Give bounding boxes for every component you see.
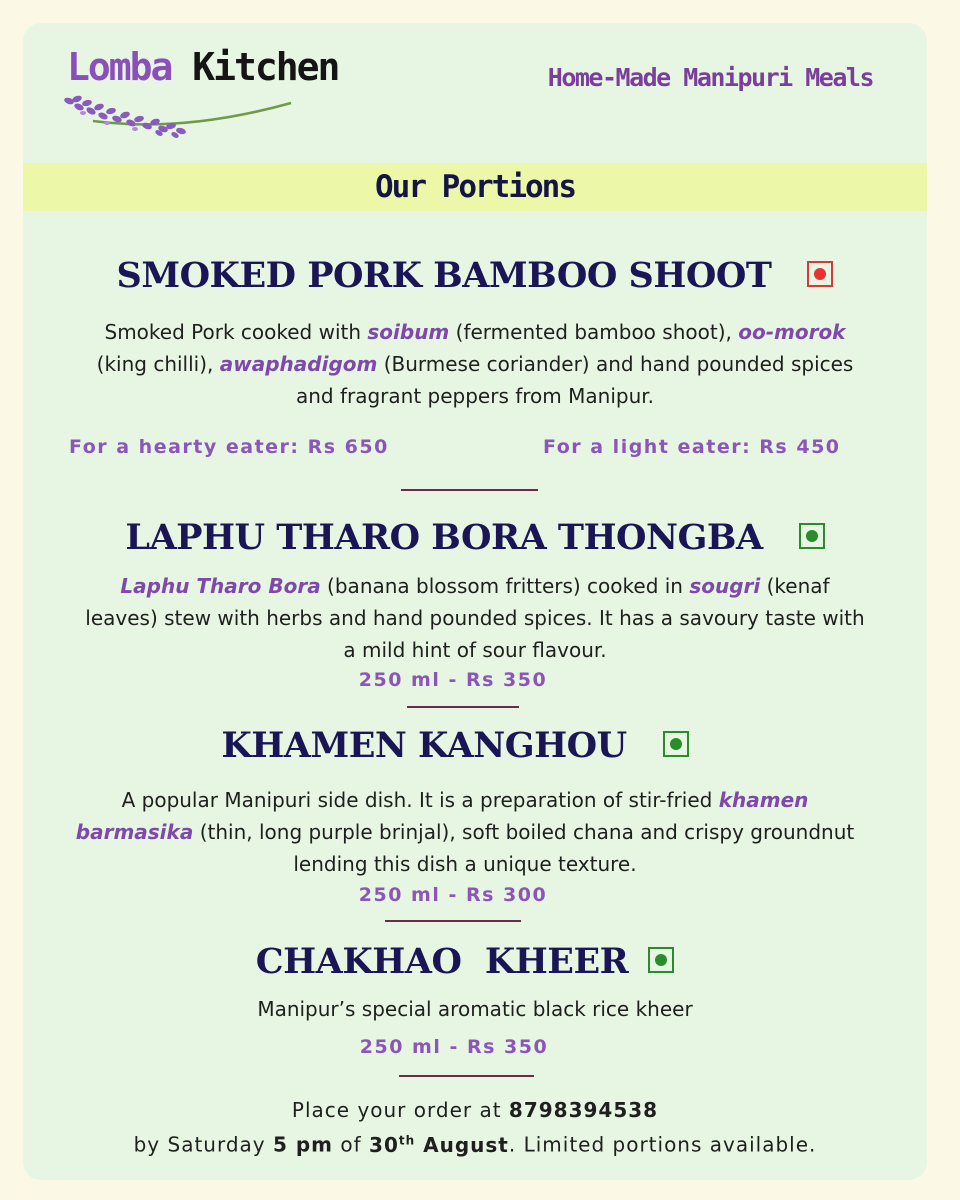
desc-text: A popular Manipuri side dish. It is a preparation of stir-fried (121, 788, 719, 812)
dish-description-chakhao-kheer (85, 993, 865, 1025)
desc-ingredient: khamen barmasika (75, 788, 809, 844)
desc-text: (king chilli), (96, 352, 220, 376)
dish-title-smoked-pork (23, 255, 927, 296)
desc-ingredient: sougri (689, 574, 761, 598)
order-line-1 (23, 1095, 927, 1125)
desc-text: (fermented bamboo shoot), (449, 320, 739, 344)
phone-number[interactable]: 8798394538 (508, 1098, 659, 1122)
order-info (23, 1095, 927, 1160)
price-laphu-tharo: 250 ml - Rs 350 (358, 669, 548, 691)
desc-text: (thin, long purple brinjal), soft boiled chana and crispy groundnut lending this dish a unique texture. (193, 820, 855, 876)
dish-description-laphu-tharo (85, 570, 865, 666)
order-date (369, 1133, 509, 1157)
desc-text: (kenaf leaves) stew with herbs and hand pounded spices. It has a savoury taste with a mild hint of sour flavour. (85, 574, 865, 662)
dish-title-text: SMOKED PORK BAMBOO SHOOT (116, 255, 772, 296)
desc-text: (Burmese coriander) and hand pounded spices and fragrant peppers from Manipur. (295, 352, 854, 408)
order-line-2 (23, 1125, 927, 1160)
menu-card (23, 23, 927, 1180)
section-title: Our Portions (375, 169, 575, 205)
dish-title-text: KHAMEN KANGHOU (221, 725, 627, 766)
desc-text: (banana blossom fritters) cooked in (320, 574, 690, 598)
dish-title-laphu-tharo (23, 517, 927, 558)
divider (399, 1075, 534, 1077)
veg-icon (799, 523, 825, 549)
section-banner (23, 163, 927, 211)
order-text: by Saturday (133, 1132, 273, 1157)
dish-title-text: LAPHU THARO BORA THONGBA (125, 517, 763, 558)
veg-icon (648, 947, 674, 973)
order-text: of (333, 1132, 370, 1157)
price-light: For a light eater: Rs 450 (543, 436, 841, 458)
desc-ingredient: Laphu Tharo Bora (120, 574, 321, 598)
dish-title-text: CHAKHAO KHEER (255, 941, 629, 982)
order-text: Place your order at (291, 1098, 509, 1122)
desc-text: Smoked Pork cooked with (104, 320, 368, 344)
tagline: Home-Made Manipuri Meals (547, 63, 873, 92)
veg-icon (663, 731, 689, 757)
date-month: August (415, 1132, 509, 1157)
dish-title-chakhao-kheer (23, 941, 917, 982)
lavender-sprig-icon (63, 91, 323, 141)
brand-name-part2: Kitchen (192, 45, 339, 89)
non-veg-icon (807, 261, 833, 287)
brand-logo (67, 45, 338, 89)
date-number: 30 (369, 1132, 399, 1157)
desc-text: Manipur’s special aromatic black rice kheer (257, 997, 693, 1021)
price-khamen-kanghou: 250 ml - Rs 300 (358, 884, 548, 906)
order-text: . Limited portions available. (508, 1132, 817, 1157)
order-time: 5 pm (272, 1132, 334, 1157)
desc-ingredient: soibum (367, 320, 450, 344)
desc-ingredient: oo-morok (738, 320, 846, 344)
dish-description-smoked-pork (85, 316, 865, 412)
desc-ingredient: awaphadigom (219, 352, 378, 376)
date-suffix: th (398, 1133, 416, 1147)
dish-description-khamen-kanghou (65, 784, 865, 880)
price-chakhao-kheer: 250 ml - Rs 350 (359, 1036, 549, 1058)
divider (401, 489, 538, 491)
divider (385, 920, 521, 922)
dish-title-khamen-kanghou (23, 725, 907, 766)
divider (407, 706, 519, 708)
brand-name-part1: Lomba (67, 45, 172, 89)
price-hearty: For a hearty eater: Rs 650 (69, 436, 389, 458)
